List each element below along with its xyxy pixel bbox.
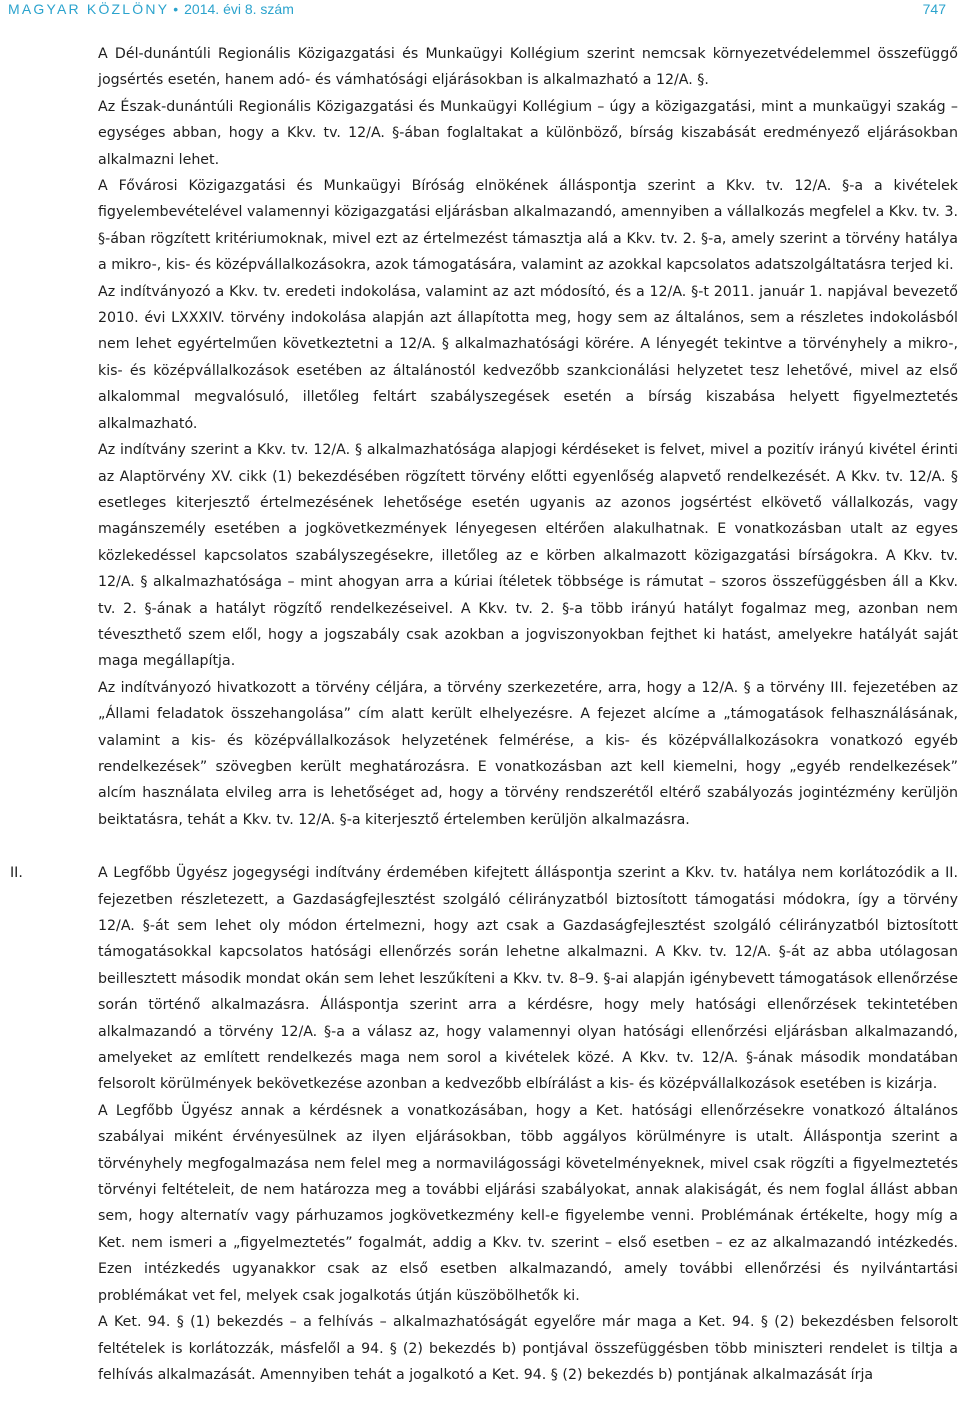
- page-number: 747: [922, 1, 946, 17]
- paragraph: A Legfőbb Ügyész annak a kérdésnek a vonatkozásában, hogy a Ket. hatósági ellenőrzésekre vonatkozó általános szabályai miként érvényesülnek az ilyen eljárásokban, több aggályos körülményre is utalt. Álláspontja szerint a törvényhely megfogalmazása nem felel meg a normavilágossági követelményeknek, mivel csak rögzíti a figyelmeztetés törvényi feltételeit, de nem határozza meg a további eljárási szabályokat, annak alakiságát, és nem foglal állást abban sem, hogy alternatív vagy párhuzamos jogkövetkezmény kell-e figyelembe venni. Problémának értékelte, hogy míg a Ket. nem ismeri a „figyelmeztetés” fogalmát, addig a Kkv. tv. szerint – első esetben – ez az alkalmazandó intézkedés. Ezen intézkedés ugyanakkor csak az első esetben alkalmazandó, amely további ellenőrzési és nyilvántartási problémákat vet fel, melyek csak jogalkotás útján küszöbölhetők ki.: [98, 1102, 958, 1304]
- paragraph: A Legfőbb Ügyész jogegységi indítvány érdemében kifejtett álláspontja szerint a Kkv. tv. hatálya nem korlátozódik a II. fejezetben részletezett, a Gazdaságfejlesztést szolgáló célirányzatból biztosított támogatási módokra, így a törvény 12/A. §-át sem lehet oly módon értelmezni, hogy azt csak a Gazdaságfejlesztést szolgáló célirányzatból biztosított támogatásokkal kapcsolatos hatósági ellenőrzés során lehetne alkalmazni. A Kkv. tv. 12/A. §-át az abba utólagosan beillesztett második mondat okán sem lehet leszűkíteni a Kkv. tv. 8–9. §-ai alapján igénybevett támogatások ellenőrzése során történő alkalmazásra. Álláspontja szerint arra a kérdésre, hogy mely hatósági ellenőrzések tekintetében alkalmazandó a törvény 12/A. §-a a válasz az, hogy valamennyi olyan hatósági ellenőrzési eljárásban alkalmazandó, amelyeket az említett rendelkezés maga nem sorol a kivételek közé. A Kkv. tv. 12/A. §-ának második mondatában felsorolt körülmények bekövetkezése azonban a kedvezőbb elbírálást a kis- és középvállalkozások esetében is kizárja.: [98, 865, 958, 1093]
- section-number: II.: [10, 865, 23, 882]
- paragraph: Az indítványozó a Kkv. tv. eredeti indokolása, valamint az azt módosító, és a 12/A. §-t 2011. január 1. napjával bevezető 2010. évi LXXXIV. törvény indokolása alapján azt állapította meg, hogy sem az általános, sem a részletes indokolásból nem lehet egyértelműen következtetni a 12/A. § alkalmazhatósági körére. A lényegét tekintve a törvényhely a mikro-, kis- és középvállalkozások esetében az általánostól kedvezőbb szankcionálási helyzetet tesz lehetővé, mivel az első alkalommal megvalósuló, illetőleg feltárt szabályszegések esetén a bírság kiszabása helyett figyelmeztetés alkalmazható.: [98, 283, 958, 432]
- paragraph: A Ket. 94. § (1) bekezdés – a felhívás – alkalmazhatóságát egyelőre már maga a Ket. 94. § (2) bekezdésben felsorolt feltételek is korlátozzák, másfelől a 94. § (2) bekezdés b) pontjával összefüggésben több miniszteri rendelet is tiltja a felhívás alkalmazását. Amennyiben tehát a jogalkotó a Ket. 94. § (2) bekezdés b) pontjának alkalmazását írja: [98, 1314, 958, 1383]
- header-left: [8, 1, 294, 17]
- paragraph: A Fővárosi Közigazgatási és Munkaügyi Bíróság elnökének álláspontja szerint a Kkv. tv. 12/A. §-a a kivételek figyelembevételével valamennyi közigazgatási eljárásban alkalmazandó, amennyiben a vállalkozás megfelel a Kkv. tv. 3. §-ában rögzített kritériumoknak, mivel ezt az értelmezést támasztja alá a Kkv. tv. 2. §-a, amely szerint a törvény hatálya a mikro-, kis- és középvállalkozásokra, azok támogatására, valamint az azokkal kapcsolatos adatszolgáltatásra terjed ki.: [98, 178, 958, 274]
- paragraph: Az indítványozó hivatkozott a törvény céljára, a törvény szerkezetére, arra, hogy a 12/A. § a törvény III. fejezetében az „Állami feladatok összehangolása” cím alatt került elhelyezésre. A fejezet alcíme a „támogatások felhasználásának, valamint a kis- és középvállalkozások helyzetének felmérése, a kis- és középvállalkozásokra vonatkozó egyéb rendelkezések” szövegben került meghatározásra. E vonatkozásban azt kell kiemelni, hogy „egyéb rendelkezések” alcím használata elvileg arra is lehetőséget ad, hogy a törvény rendszerétől eltérő szabályozás jogintézmény kerüljön beiktatásra, tehát a Kkv. tv. 12/A. §-a kiterjesztő értelemben kerüljön alkalmazásra.: [98, 679, 958, 828]
- header-separator: •: [173, 1, 179, 17]
- issue-label: 2014. évi 8. szám: [184, 1, 294, 17]
- publication-title: MAGYAR KÖZLÖNY: [8, 1, 170, 17]
- paragraph: Az Észak-dunántúli Regionális Közigazgatási és Munkaügyi Kollégium – úgy a közigazgatási, mint a munkaügyi szakág – egységes abban, hogy a Kkv. tv. 12/A. §-ában foglaltakat a különböző, bírság kiszabását eredményező eljárásokban alkalmazni lehet.: [98, 98, 958, 168]
- paragraph: A Dél-dunántúli Regionális Közigazgatási és Munkaügyi Kollégium szerint nemcsak környezetvédelemmel összefüggő jogsértés esetén, hanem adó- és vámhatósági eljárásokban is alkalmazható a 12/A. §.: [98, 46, 958, 89]
- section-1: [98, 41, 958, 833]
- running-header: [8, 0, 946, 22]
- section-2: [10, 860, 958, 1388]
- paragraph: Az indítvány szerint a Kkv. tv. 12/A. § alkalmazhatósága alapjogi kérdéseket is felvet, mivel a pozitív irányú kivétel érinti az Alaptörvény XV. cikk (1) bekezdésében rögzített törvény előtti egyenlőség alapvető rendelkezését. A Kkv. tv. 12/A. § esetleges kiterjesztő értelmezésének lehetősége esetén ugyanis az azonos jogsértést elkövető vállalkozás, vagy magánszemély esetében a jogkövetkezmények lényegesen eltérően alakulhatnak. E vonatkozásban utalt az egyes közlekedéssel kapcsolatos szabályszegésekre, illetőleg az e körben alkalmazott közigazgatási bírságokra. A Kkv. tv. 12/A. § alkalmazhatósága – mint ahogyan arra a kúriai ítéletek többsége is rámutat – szoros összefüggésben áll a Kkv. tv. 2. §-ának a hatályt rögzítő rendelkezéseivel. A Kkv. tv. 2. §-a több irányú hatályt fogalmaz meg, azonban nem téveszthető szem elől, hogy a jogszabály csak azokban a jogviszonyokban fejthet ki hatást, amelyekre hatályát saját maga megállapítja.: [98, 442, 958, 670]
- main-text: [10, 41, 958, 1388]
